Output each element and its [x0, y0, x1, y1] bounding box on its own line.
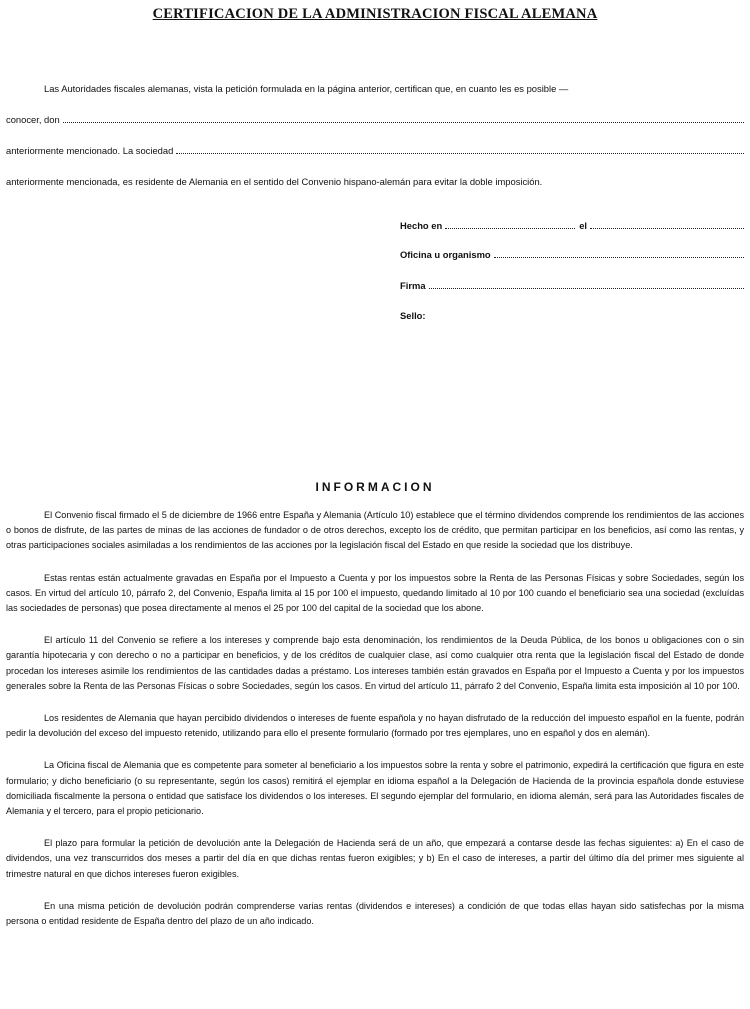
certification-line-2 [6, 114, 744, 125]
info-paragraph-dividends: El Convenio fiscal firmado el 5 de diciembre de 1966 entre España y Alemania (Artículo 10) establece que el término dividendos comprende los rendimientos de las acciones o bonos de disfrute, de las partes de minas de las acciones de fundador o de otros derechos, excepto los de crédito, que permitan participar en los beneficios, así como las rentas, y otras participaciones sociales asimiladas a los rendimientos de las acciones por la legislación fiscal del Estado en que reside la sociedad que los distribuye. [6, 510, 744, 551]
information-section [6, 508, 744, 946]
information-title: INFORMACION [315, 480, 435, 494]
seal-label: Sello: [400, 310, 426, 321]
info-paragraph-deadline: El plazo para formular la petición de devolución ante la Delegación de Hacienda será de un año, que empezará a contarse desde las fechas siguientes: a) En el caso de dividendos, una vez transcurridos dos meses a partir del día en que dichas rentas fueron exigibles; y b) En el caso de intereses, a partir del último día del primer mes siguiente al trimestre natural en que dichos intereses fueron exigibles. [6, 838, 744, 879]
place-date-row [400, 220, 744, 231]
office-fill-line [494, 256, 744, 258]
info-paragraph-procedure: La Oficina fiscal de Alemania que es competente para someter al beneficiario a los impuestos sobre la renta y sobre el patrimonio, expedirá la certificación que figura en este formulario; y dicho beneficiario (o su representante, según los casos) remitirá el ejemplar en idioma español a la Delegación de Hacienda de la provincia española donde estuviese domiciliada fiscalmente la persona o entidad que satisface los dividendos o los intereses. El segundo ejemplar del formulario, en idioma alemán, será para las Autoridades fiscales de Alemania y el tercero, para el propio peticionario. [6, 760, 744, 817]
office-label: Oficina u organismo [400, 249, 491, 260]
info-paragraph-multiple: En una misma petición de devolución podrán comprenderse varias rentas (dividendos e intereses) a condición de que todas ellas hayan sido satisfechas por la misma persona o entidad residente de España dentro del plazo de un año indicado. [6, 900, 744, 927]
document-title: CERTIFICACION DE LA ADMINISTRACION FISCAL ALEMANA [152, 6, 598, 22]
place-fill-line [445, 227, 575, 229]
name-fill-line [63, 121, 744, 123]
info-paragraph-taxation: Estas rentas están actualmente gravadas en España por el Impuesto a Cuenta y por los impuestos sobre la Renta de las Personas Físicas y sobre Sociedades, según los casos. En virtud del artículo 10, párrafo 2, del Convenio, España limita al 15 por 100 el impuesto, quedando limitado al 10 por 100 cuando el beneficiario sea una sociedad (excluídas las sociedades de personas) que posea directamente al menos el 25 por 100 del capital de la sociedad que los abone. [6, 572, 744, 614]
certification-line-1 [6, 83, 744, 94]
date-fill-line [590, 227, 744, 229]
residence-statement: anteriormente mencionada, es residente de Alemania en el sentido del Convenio hispano-alemán para evitar la doble imposición. [6, 176, 543, 187]
certification-line-3 [6, 145, 744, 156]
info-paragraph-interest: El artículo 11 del Convenio se refiere a los intereses y comprende bajo esta denominación, los rendimientos de la Deuda Pública, de los bonos u obligaciones con o sin garantía hipotecaria y con derecho o no a participar en beneficios, y de los créditos de cualquier clase, así como cualquier otra renta que la legislación fiscal del Estado de donde procedan los intereses asimile los rendimientos de las cantidades dadas a préstamo. Los intereses también están gravados en España por el Impuesto a Cuenta y por los impuestos generales sobre la Renta de las Personas Físicas o sobre Sociedades, según los casos. En virtud del artículo 11, párrafo 2 del Convenio, España limita esta imposición al 10 por 100. [6, 635, 744, 691]
company-field-label: anteriormente mencionado. La sociedad [6, 145, 174, 156]
info-paragraph-refund: Los residentes de Alemania que hayan percibido dividendos o intereses de fuente española y no hayan disfrutado de la reducción del impuesto español en la fuente, podrán pedir la devolución del exceso del impuesto retenido, utilizando para ello el presente formulario (formado por tres ejemplares, uno en español y dos en alemán). [6, 713, 744, 739]
seal-row [400, 310, 744, 321]
signature-fill-line [429, 287, 744, 289]
certification-line-4 [6, 176, 744, 187]
office-row [400, 249, 744, 260]
company-fill-line [176, 152, 744, 154]
date-label: el [579, 220, 588, 231]
signature-label: Firma [400, 280, 426, 291]
certification-intro-text: Las Autoridades fiscales alemanas, vista la petición formulada en la página anterior, certifican que, en cuanto les es posible — [44, 83, 569, 94]
name-field-label: conocer, don [6, 114, 60, 125]
place-label: Hecho en [400, 220, 443, 231]
signature-row [400, 280, 744, 291]
